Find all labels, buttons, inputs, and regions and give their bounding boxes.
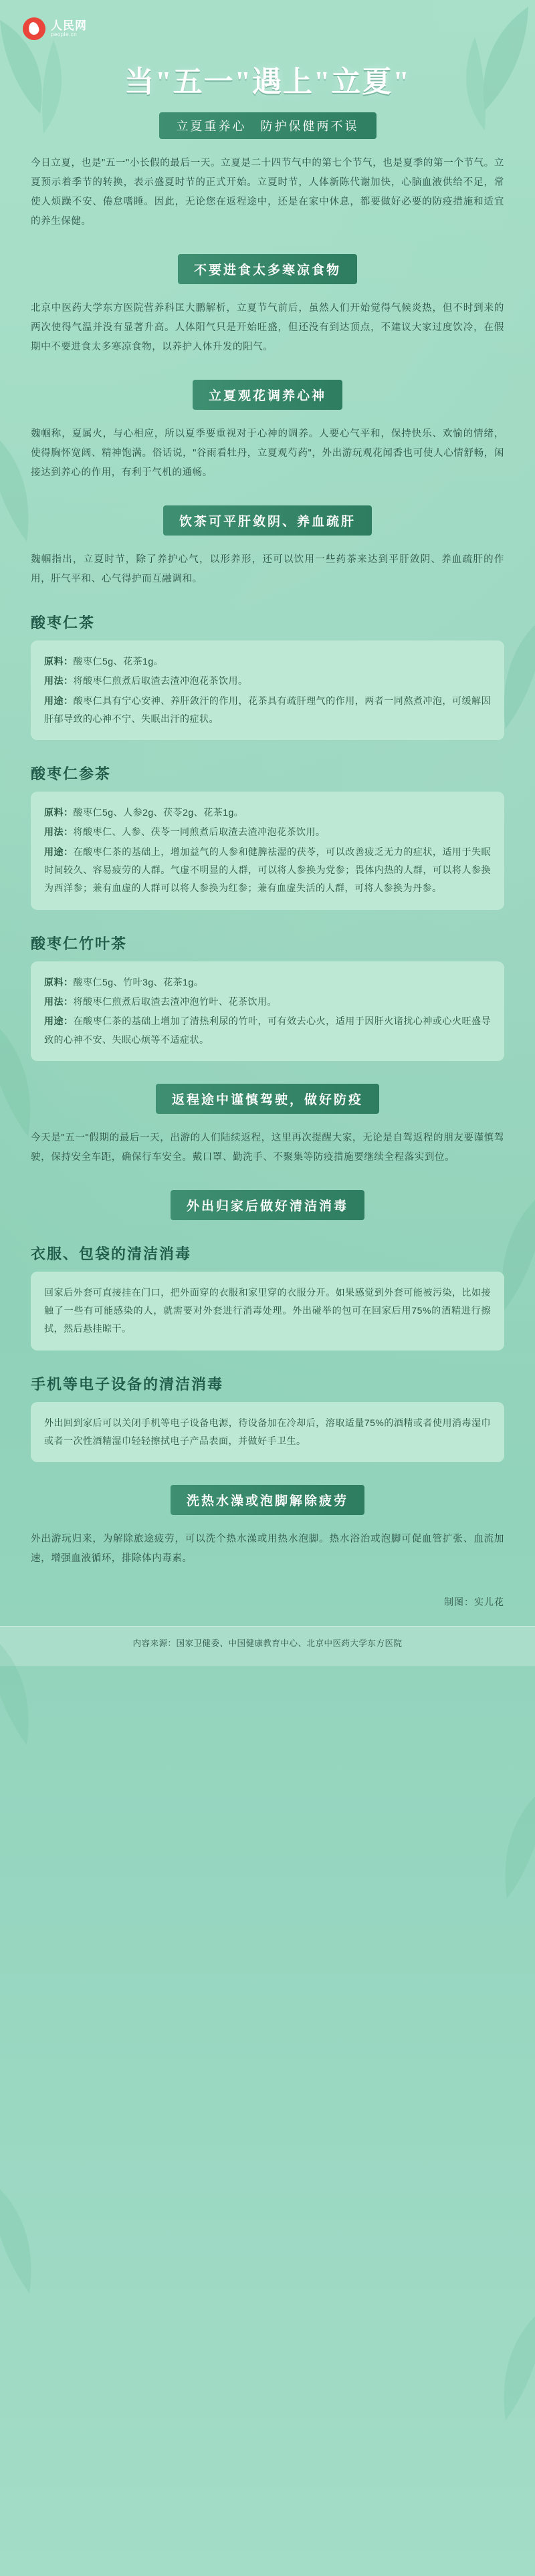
tea-row-value: 将酸枣仁煎煮后取渣去渣冲泡花茶饮用。 [73,675,248,687]
section-text-return-trip: 今天是"五一"假期的最后一天，出游的人们陆续返程，这里再次提醒大家，无论是自驾返程的朋友要谨慎驾驶，保持安全车距，确保行车安全。戴口罩、勤洗手、不聚集等防疫措施要继续全程落实到位。 [31,1132,504,1163]
section-heading-flower-viewing: 立夏观花调养心神 [193,380,342,410]
section-text-cold-food: 北京中医药大学东方医院营养科匡大鹏解析，立夏节气前后，虽然人们开始觉得气候炎热，但不时到来的两次使得气温并没有显著升高。人体阳气只是开始旺盛，但还没有到达顶点，不建议大家过度饮冷，在假期中不要进食太多寒凉食物，以养护人体升发的阳气。 [31,303,504,352]
tea-title-suanzaoren-shen: 酸枣仁参茶 [31,766,112,783]
tea-row-method [44,823,491,841]
footer-source: 内容来源：国家卫健委、中国健康教育中心、北京中医药大学东方医院 [0,1626,535,1666]
leaf-decoration-icon [453,1772,535,1946]
page-title: 当"五一"遇上"立夏" [124,66,411,98]
tea-row-value: 在酸枣仁茶的基础上增加了清热利尿的竹叶，可有效去心火，适用于因肝火诸扰心神或心火旺盛导致的心神不安、失眠心烦等不适症状。 [44,1016,492,1045]
tea-row-ingredients [44,653,491,671]
tea-row-key: 原料： [44,656,74,667]
logo-text-cn: 人民网 [51,19,87,32]
section-text-tea: 魏帼指出，立夏时节，除了养护心气，以形养形，还可以饮用一些药茶来达到平肝敛阴、养血疏肝的作用，肝气平和、心气得护而互融调和。 [31,554,504,584]
tea-row-key: 原料： [44,807,74,818]
tea-row-value: 将酸枣仁煎煮后取渣去渣冲泡竹叶、花茶饮用。 [73,996,277,1007]
tea-row-value: 将酸枣仁、人参、茯苓一同煎煮后取渣去渣冲泡花茶饮用。 [73,826,326,838]
section-heading-cold-food: 不要进食太多寒凉食物 [178,254,357,284]
tea-row-key: 原料： [44,976,74,987]
tea-row-key: 用途： [44,846,74,857]
clean-card-clothes [31,1272,504,1351]
section-text-flower-viewing: 魏帼称，夏属火，与心相应，所以夏季要重视对于心神的调养。人要心气平和，保持快乐、欢愉的情绪，使得胸怀宽阔、精神饱满。俗话说，"谷雨看牡丹，立夏观芍药"，外出游玩观花闻香也可使人心情舒畅，闲接达到养心的作用，有利于气机的通畅。 [31,429,504,478]
tea-row-usage [44,1012,491,1049]
tea-row-key: 用法： [44,826,74,838]
section-heading-hot-bath: 洗热水澡或泡脚解除疲劳 [171,1485,364,1515]
page-subtitle-wrap [0,112,535,139]
logo-text-en: people.cn [51,31,78,37]
tea-row-value: 酸枣仁5g、竹叶3g、花茶1g。 [73,976,204,987]
tea-row-ingredients [44,804,491,822]
article-content [0,154,535,1609]
tea-row-key: 用途： [44,695,74,706]
intro-paragraph: 今日立夏，也是"五一"小长假的最后一天。立夏是二十四节气中的第七个节气，也是夏季的第一个节气。立夏预示着季节的转换，表示盛夏时节的正式开始。立夏时节，人体新陈代谢加快，心脑血液供给不足，常使人烦躁不安、倦怠嗜睡。因此，无论您在返程途中，还是在家中休息，都要做好必要的防疫措施和适宜的养生保健。 [31,158,504,227]
tea-row-key: 用法： [44,996,74,1007]
tea-row-value: 酸枣仁5g、花茶1g。 [73,656,164,667]
tea-row-value: 在酸枣仁茶的基础上，增加益气的人参和健脾祛湿的茯苓，可以改善疲乏无力的症状，适用于失眠时间较久、容易疲劳的人群。气虚不明显的人群，可以将人参换为党参；畏体内热的人群，可以将人参换为西洋参；兼有血虚的人群可以将人参换为红参；兼有血虚失活的人群，可将人参换为丹参。 [44,846,492,894]
tea-card-suanzaoren [31,640,504,740]
tea-row-key: 用途： [44,1016,74,1027]
tea-row-method [44,672,491,690]
section-heading-cleaning: 外出归家后做好清洁消毒 [171,1190,364,1220]
tea-card-suanzaoren-zhuye [31,961,504,1061]
tea-row-usage [44,692,491,729]
clean-text-devices: 外出回到家后可以关闭手机等电子设备电源，待设备加在冷却后，溶取适量75%的酒精或者使用消毒湿巾或者一次性酒精湿巾轻轻擦拭电子产品表面，并做好手卫生。 [44,1417,491,1447]
section-text-hot-bath: 外出游玩归来，为解除旅途疲劳，可以洗个热水澡或用热水泡脚。热水浴治或泡脚可促血管扩张、血流加速，增强血液循环，排除体内毒素。 [31,1534,504,1564]
section-heading-return-trip: 返程途中谨慎驾驶，做好防疫 [156,1084,379,1114]
leaf-decoration-icon [452,2293,535,2460]
clean-title-clothes: 衣服、包袋的清洁消毒 [31,1245,192,1262]
tea-title-suanzaoren: 酸枣仁茶 [31,614,96,631]
clean-card-devices [31,1402,504,1463]
tea-row-value: 酸枣仁5g、人参2g、茯苓2g、花茶1g。 [73,807,244,818]
clean-text-clothes: 回家后外套可直接挂在门口，把外面穿的衣服和家里穿的衣服分开。如果感觉到外套可能被污染，比如接触了一些有可能感染的人，就需要对外套进行消毒处理。外出碰举的包可在回家后用75%的酒精进行擦拭，然后悬挂晾干。 [44,1286,491,1334]
section-heading-tea: 饮茶可平肝敛阴、养血疏肝 [163,505,372,536]
tea-row-method [44,993,491,1011]
credit-line: 制图：实儿花 [444,1597,504,1608]
tea-row-value: 酸枣仁具有宁心安神、养肝敛汗的作用，花茶具有疏肝理气的作用，两者一同熬煮冲泡，可缓解因肝郁导致的心神不宁、失眠出汗的症状。 [44,695,492,724]
tea-row-ingredients [44,973,491,991]
leaf-decoration-icon [0,2166,83,2333]
clean-title-devices: 手机等电子设备的清洁消毒 [31,1375,224,1393]
tea-card-suanzaoren-shen [31,792,504,909]
tea-title-suanzaoren-zhuye: 酸枣仁竹叶茶 [31,935,128,952]
page-subtitle: 立夏重养心 防护保健两不误 [159,112,377,139]
tea-row-usage [44,843,491,898]
tea-row-key: 用法： [44,675,74,687]
